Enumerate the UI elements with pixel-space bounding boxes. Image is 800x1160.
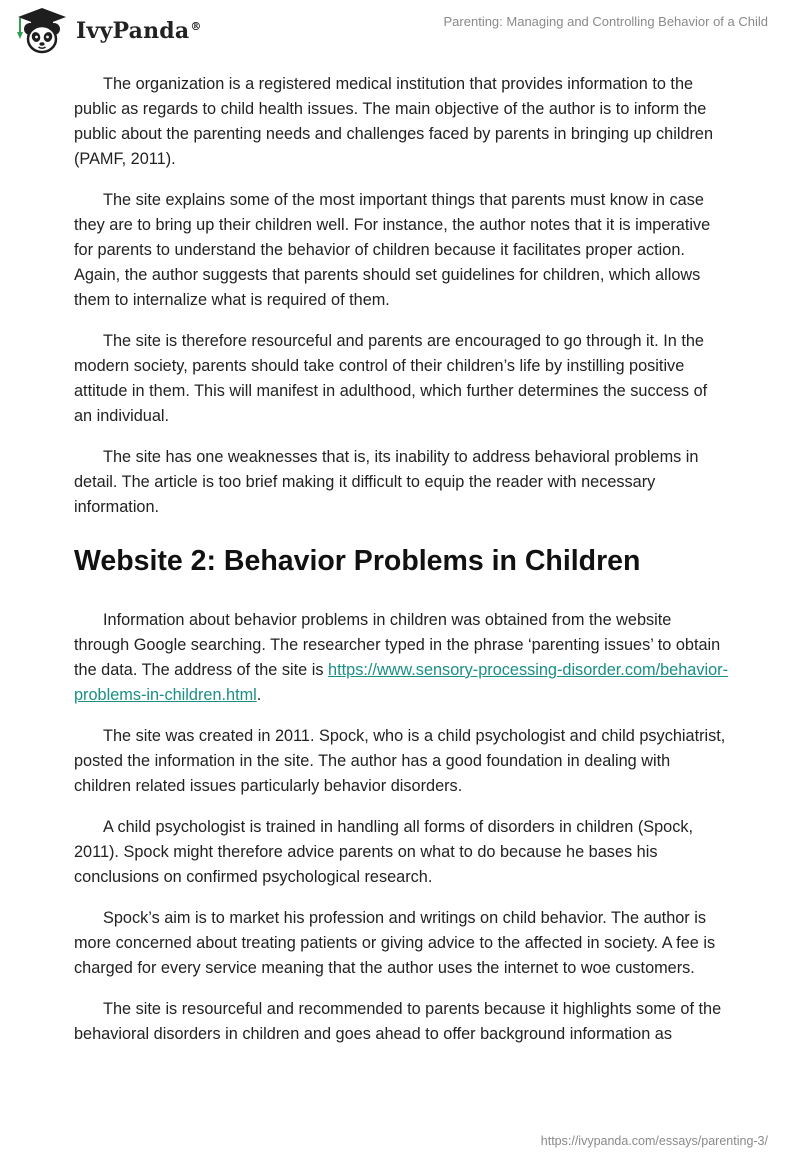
paragraph: The site has one weaknesses that is, its inability to address behavioral problems in detail. The article is too brief making it difficult to equip the reader with necessary information. bbox=[74, 448, 699, 516]
paragraph: The organization is a registered medical institution that provides information to the public as regards to child health issues. The main objective of the author is to inform the public about the parenting needs and challenges faced by parents in bringing up children (PAMF, 2011). bbox=[74, 75, 714, 168]
paragraph: Information about behavior problems in children was obtained from the website through Google searching. The researcher typed in the phrase ‘parenting issues’ to obtain the data. The address of the site is https://www.sensory-processing-disorder.com/behavior-problems-in-children.html. bbox=[74, 611, 728, 704]
document-title: Parenting: Managing and Controlling Behavior of a Child bbox=[443, 14, 768, 29]
site-address-link[interactable]: https://www.sensory-processing-disorder.com/behavior-problems-in-children.html bbox=[74, 661, 728, 704]
paragraph: A child psychologist is trained in handling all forms of disorders in children (Spock, 2011). Spock might therefore advice parents on what to do because he bases his conclusions on confirmed psychological research. bbox=[74, 818, 694, 886]
footer-url[interactable]: https://ivypanda.com/essays/parenting-3/ bbox=[540, 1134, 768, 1148]
brand-name: IvyPanda® bbox=[76, 18, 202, 44]
article-body bbox=[74, 72, 729, 1063]
paragraph: The site is resourceful and recommended to parents because it highlights some of the behavioral disorders in children and goes ahead to offer background information as bbox=[74, 1000, 722, 1043]
panda-graduate-icon bbox=[14, 6, 70, 56]
section-heading: Website 2: Behavior Problems in Children bbox=[74, 545, 641, 577]
paragraph: The site explains some of the most important things that parents must know in case they are to bring up their children well. For instance, the author notes that it is imperative for parents to understand the behavior of children because it facilitates proper action. Again, the author suggests that parents should set guidelines for children, which allows them to internalize what is required of them. bbox=[74, 191, 711, 309]
paragraph: The site is therefore resourceful and parents are encouraged to go through it. In the modern society, parents should take control of their children’s life by instilling positive attitude in them. This will manifest in adulthood, which further determines the success of an individual. bbox=[74, 332, 708, 425]
paragraph: The site was created in 2011. Spock, who is a child psychologist and child psychiatrist, posted the information in the site. The author has a good foundation in dealing with children related issues particularly behavior disorders. bbox=[74, 727, 726, 795]
brand-logo[interactable] bbox=[14, 6, 202, 56]
page-header bbox=[0, 0, 800, 64]
paragraph: Spock’s aim is to market his profession and writings on child behavior. The author is more concerned about treating patients or giving advice to the affected in society. A fee is charged for every service meaning that the author uses the internet to woe customers. bbox=[74, 909, 716, 977]
